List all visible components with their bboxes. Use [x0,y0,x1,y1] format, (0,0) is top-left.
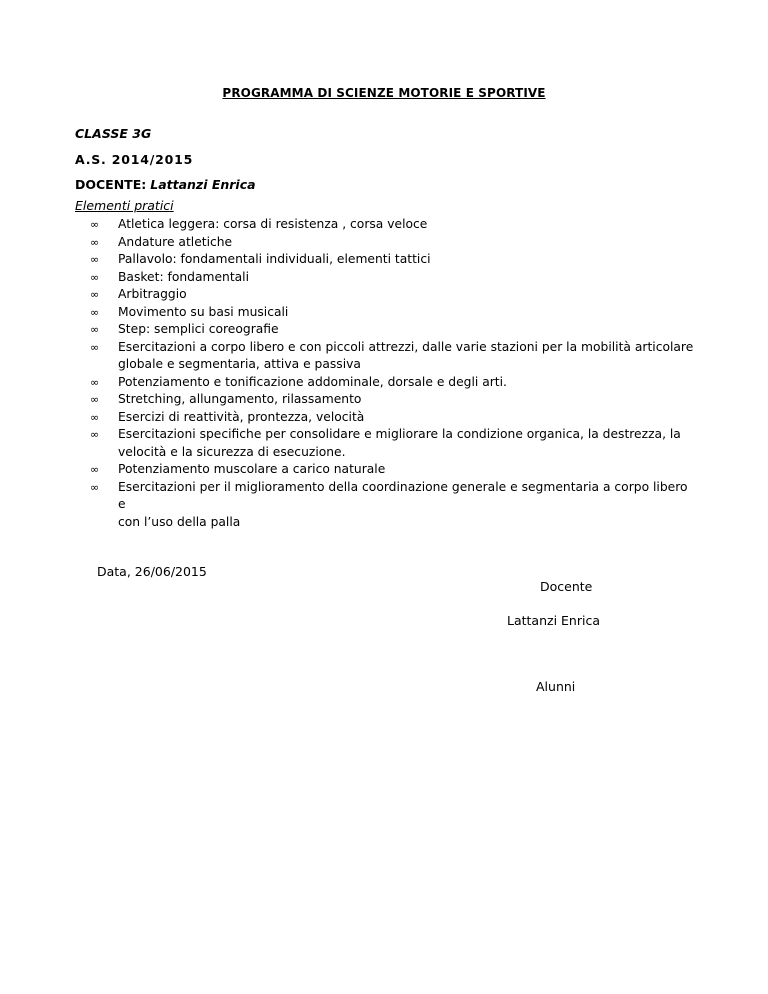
infinity-bullet-icon: ∞ [90,235,100,249]
list-item-text: velocità e la sicurezza di esecuzione. [118,444,346,459]
signature-name: Lattanzi Enrica [507,613,600,628]
teacher-name: Lattanzi Enrica [150,177,256,192]
list-item [75,374,695,392]
list-item-text: globale e segmentaria, attiva e passiva [118,357,361,371]
list-item [75,479,695,532]
list-item-text: Atletica leggera: corsa di resistenza , corsa veloce [118,217,428,231]
list-item [75,216,695,234]
list-item [75,339,695,374]
list-item [75,269,695,287]
infinity-bullet-icon: ∞ [90,288,100,301]
list-item-text: Andature atletiche [118,234,233,249]
teacher-line [75,177,256,192]
list-item-text: Potenziamento e tonificazione addominale, dorsale e degli arti. [118,374,507,389]
list-item-text: Esercitazioni per il miglioramento della coordinazione generale e segmentaria a corpo libero e [118,479,688,511]
infinity-bullet-icon: ∞ [90,428,100,441]
list-item [75,426,695,461]
infinity-bullet-icon: ∞ [90,375,100,389]
class-label: CLASSE 3G [75,126,152,141]
infinity-bullet-icon: ∞ [90,480,100,494]
list-item [75,304,695,322]
list-item-text: Basket: fondamentali [118,269,250,284]
infinity-bullet-icon: ∞ [90,393,100,406]
date-text: Data, 26/06/2015 [97,564,207,579]
list-item [75,391,695,409]
signature-role: Docente [540,579,593,594]
infinity-bullet-icon: ∞ [90,253,100,266]
section-title: Elementi pratici [75,198,174,213]
list-item-text: Stretching, allungamento, rilassamento [118,392,362,406]
infinity-bullet-icon: ∞ [90,305,100,319]
list-item-text: Movimento su basi musicali [118,304,289,319]
list-item-text: Step: semplici coreografie [118,322,279,336]
list-item [75,234,695,252]
document-title: PROGRAMMA DI SCIENZE MOTORIE E SPORTIVE [222,86,546,100]
students-label: Alunni [536,679,576,694]
teacher-label: DOCENTE: [75,177,147,192]
infinity-bullet-icon: ∞ [90,270,100,284]
list-item-text: con l’uso della palla [118,514,241,529]
infinity-bullet-icon: ∞ [90,463,100,476]
list-item-text: Arbitraggio [118,287,187,301]
list-item-text: Esercizi di reattività, prontezza, velocità [118,409,365,424]
list-item-text: Esercitazioni a corpo libero e con piccoli attrezzi, dalle varie stazioni per la mobilità articolare [118,339,694,354]
infinity-bullet-icon: ∞ [90,323,100,336]
practical-items-list [75,216,695,531]
list-item [75,251,695,269]
list-item [75,286,695,304]
list-item-text: Pallavolo: fondamentali individuali, elementi tattici [118,252,431,266]
list-item-text: Potenziamento muscolare a carico naturale [118,462,386,476]
school-year: A.S. 2014/2015 [75,152,194,167]
infinity-bullet-icon: ∞ [90,410,100,424]
infinity-bullet-icon: ∞ [90,218,100,231]
list-item [75,321,695,339]
infinity-bullet-icon: ∞ [90,340,100,354]
list-item [75,409,695,427]
list-item-text: Esercitazioni specifiche per consolidare e migliorare la condizione organica, la destrezza, la [118,427,681,441]
list-item [75,461,695,479]
